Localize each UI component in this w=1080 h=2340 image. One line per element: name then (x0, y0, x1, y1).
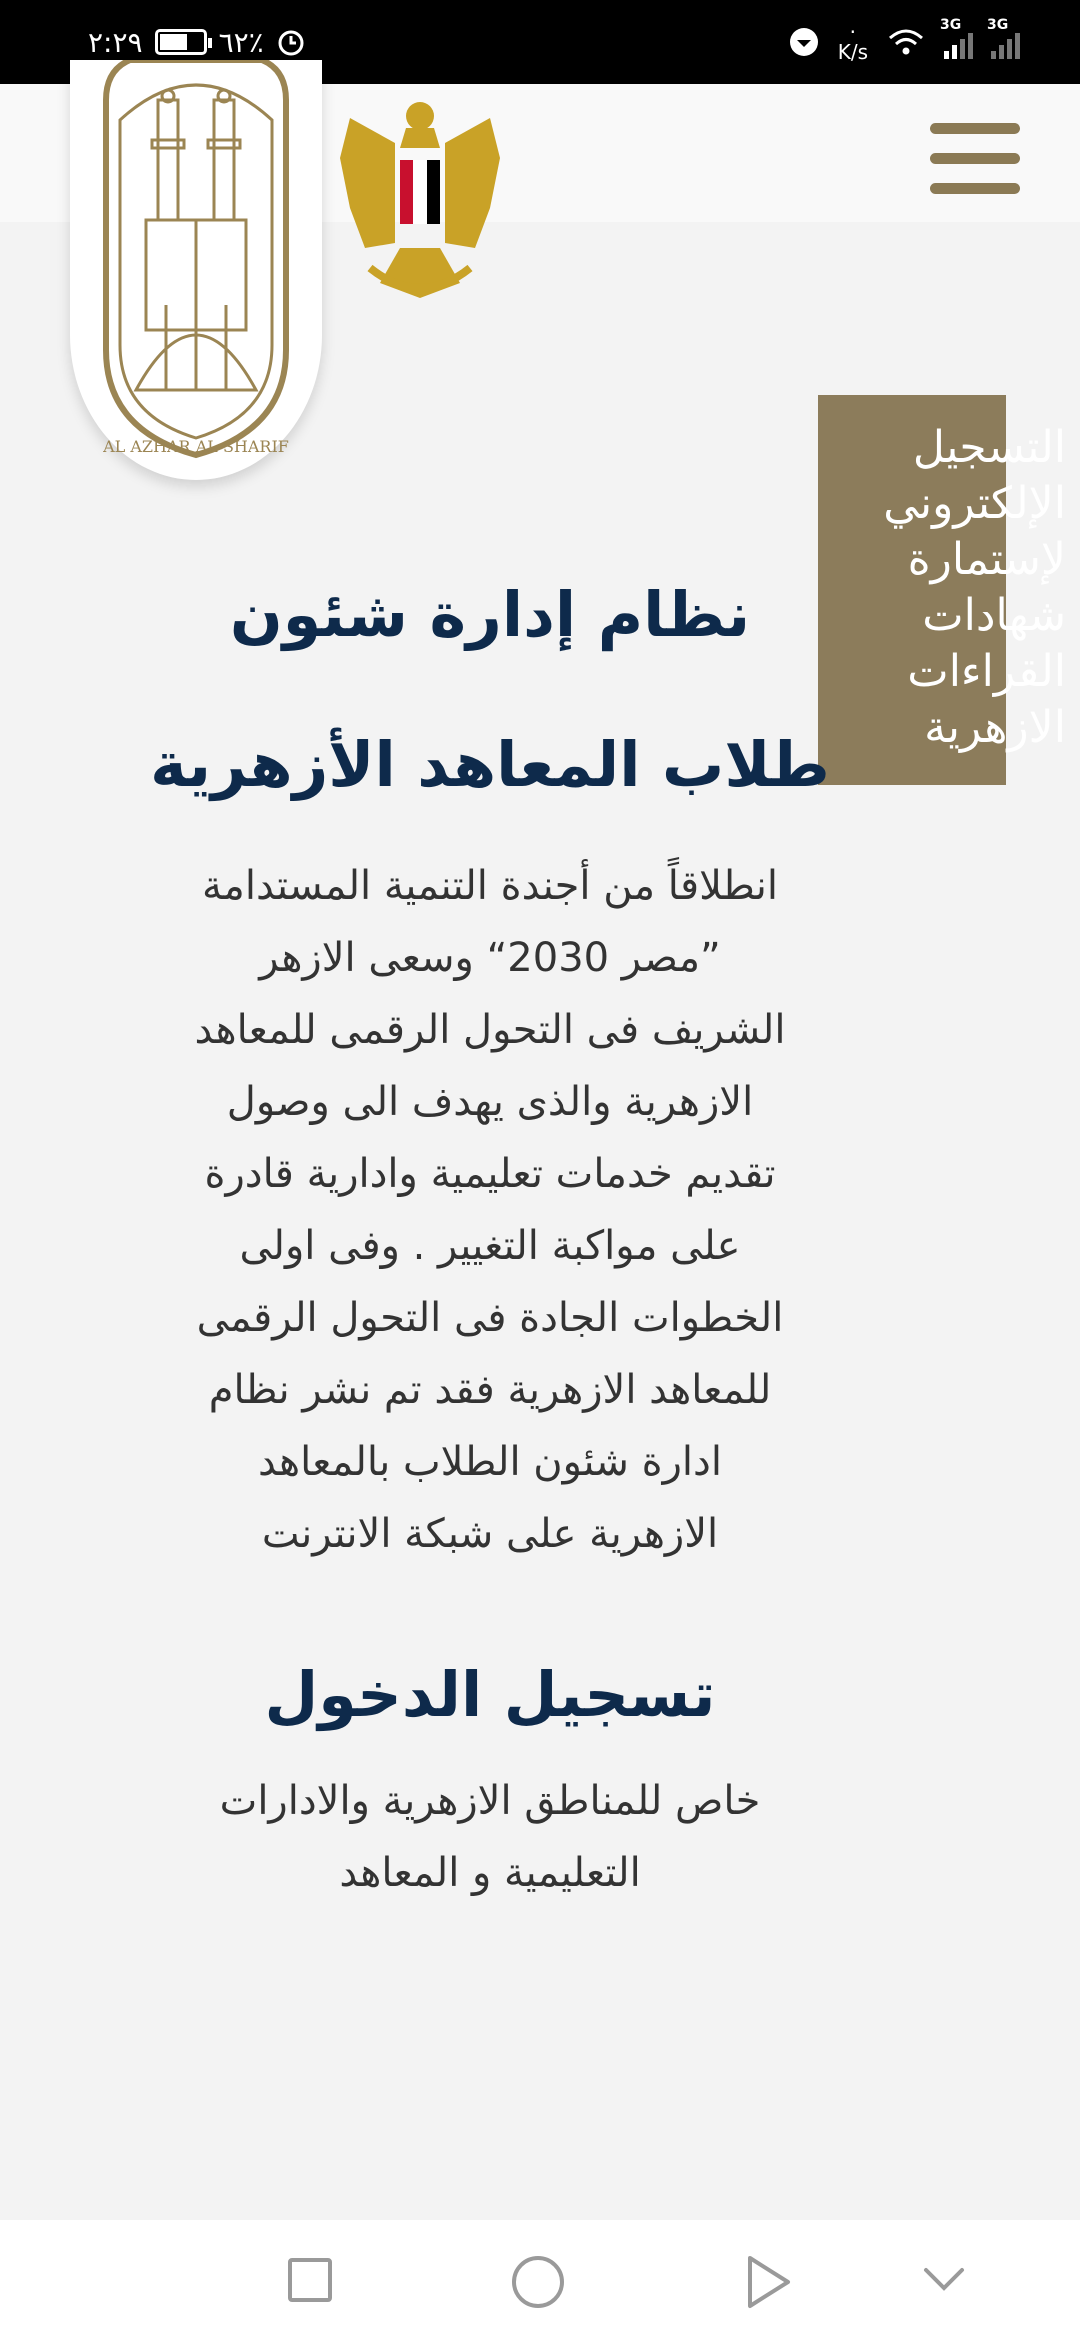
download-icon (788, 26, 820, 58)
status-right (788, 17, 1020, 64)
menu-button[interactable] (930, 123, 1020, 199)
battery-level: ٦٢٪ (218, 25, 264, 59)
recent-apps-button[interactable] (288, 2258, 332, 2302)
svg-text:AL AZHAR AL SHARIF: AL AZHAR AL SHARIF (103, 437, 289, 456)
intro-paragraph: انطلاقاً من أجندة التنمية المستدامة ”مصر 2030“ وسعى الازهر الشريف فى التحول الرقمى للمعاهد الازهرية والذى يهدف الى وصول تقديم خدمات تعليمية وادارية قادرة على مواكبة التغيير . وفى اولى الخطوات الجادة فى التحول الرقمى للمعاهد الازهرية فقد تم نشر نظام ادارة شئون الطلاب بالمعاهد الازهرية على شبكة الانترنت (194, 863, 786, 1557)
signal-icon-1: 3G (944, 25, 973, 59)
main-content (150, 540, 830, 1909)
wifi-icon (886, 26, 926, 58)
page-title: نظام إدارة شئون طلاب المعاهد الأزهرية (150, 578, 830, 801)
login-subtitle: خاص للمناطق الازهرية والادارات التعليمية و المعاهد (219, 1778, 761, 1896)
al-azhar-logo[interactable] (70, 60, 322, 480)
clock: ٢:٢٩ (88, 25, 143, 59)
alarm-icon (276, 27, 306, 57)
system-navigation-bar (0, 2220, 1080, 2340)
battery-icon (155, 29, 207, 55)
al-azhar-emblem-icon (70, 60, 322, 480)
registration-promo-text[interactable]: التسجيل الإلكتروني لإستمارة شهادات القراءات الازهرية (883, 422, 1066, 753)
network-speed: · K/s (837, 20, 868, 64)
status-left (88, 20, 306, 64)
login-title: تسجيل الدخول (264, 1658, 716, 1731)
home-button[interactable] (512, 2256, 564, 2308)
signal-icon-2: 3G (991, 25, 1020, 59)
egypt-eagle-emblem-icon (340, 98, 500, 308)
back-button[interactable] (744, 2254, 794, 2310)
collapse-nav-icon[interactable] (922, 2264, 966, 2294)
